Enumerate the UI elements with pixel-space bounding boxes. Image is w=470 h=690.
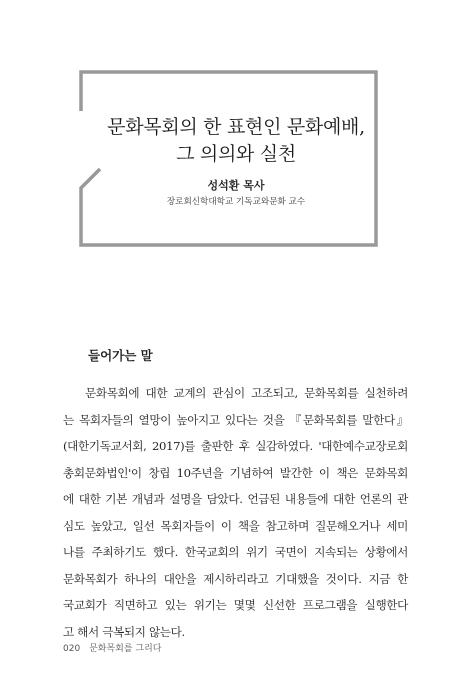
body-line: 는 목회자들의 열망이 높아지고 있다는 것을 『문화목회를 말한다』 bbox=[63, 412, 408, 427]
page-number: 020 bbox=[63, 644, 81, 654]
body-line: 국교회가 직면하고 있는 위기는 몇몇 신선한 프로그램을 실행한다 bbox=[63, 598, 408, 612]
article-title bbox=[88, 114, 384, 168]
article-title-line-2: 그 의의와 실천 bbox=[176, 143, 296, 165]
body-line: 총회문화법인'이 창립 10주년을 기념하여 발간한 이 책은 문화목회 bbox=[63, 465, 408, 480]
author-affiliation: 장로회신학대학교 기독교와문화 교수 bbox=[166, 197, 306, 207]
body-line: 문화목회가 하나의 대안을 제시하리라고 기대했을 것이다. 지금 한 bbox=[63, 571, 408, 586]
running-book-title: 문화목회를 그리다 bbox=[89, 644, 162, 654]
body-text bbox=[63, 380, 408, 645]
section-heading: 들어가는 말 bbox=[88, 348, 153, 363]
page-footer bbox=[63, 641, 161, 654]
body-line: (대한기독교서회, 2017)를 출판한 후 실감하였다. '대한예수교장로회 bbox=[63, 439, 408, 453]
author-name: 성석환 목사 bbox=[207, 179, 265, 192]
body-line: 심도 높았고, 일선 목회자들이 이 책을 참고하며 질문해오거나 세미 bbox=[63, 518, 408, 533]
body-line: 나를 주최하기도 했다. 한국교회의 위기 국면이 지속되는 상황에서 bbox=[63, 545, 408, 559]
article-title-line-1: 문화목회의 한 표현인 문화예배, bbox=[107, 116, 365, 138]
body-line: 에 대한 기본 개념과 설명을 담았다. 언급된 내용들에 대한 언론의 관 bbox=[63, 492, 408, 506]
body-line: 문화목회에 대한 교계의 관심이 고조되고, 문화목회를 실천하려 bbox=[85, 386, 408, 400]
body-line: 고 해서 극복되지 않는다. bbox=[63, 624, 185, 639]
